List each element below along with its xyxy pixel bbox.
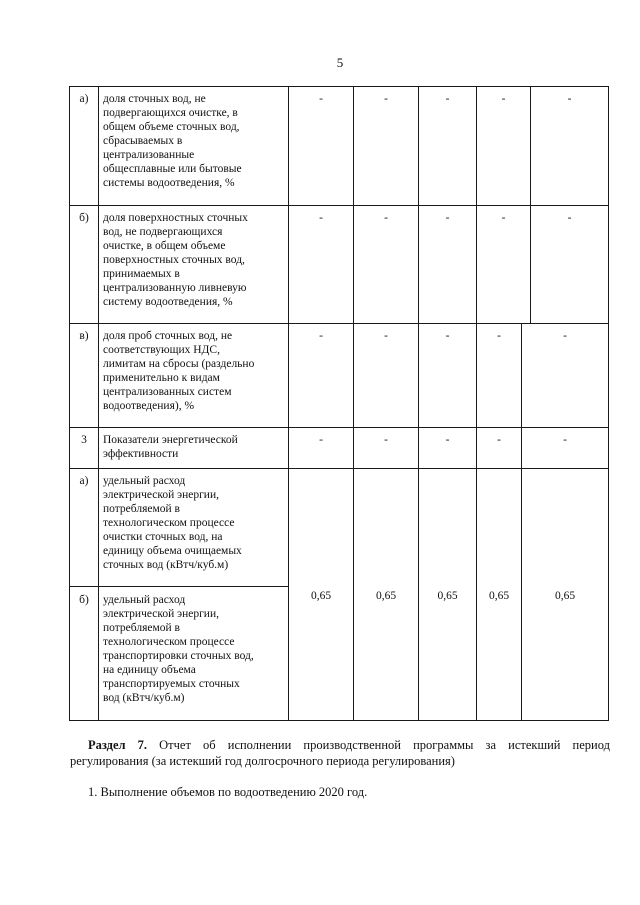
row-letter: а) bbox=[79, 475, 89, 487]
table-cell: - bbox=[384, 93, 388, 105]
row-description: доля поверхностных сточных вод, не подвергающихся очистке, в общем объеме поверхностных сточных вод, принимаемых в централизованную ливневую систему водоотведения, % bbox=[103, 212, 248, 308]
section-title: Отчет об исполнении производственной программы за истекший период регулирования (за истекший год долгосрочного периода регулирования) bbox=[70, 738, 610, 768]
table-cell: - bbox=[319, 93, 323, 105]
table-rule bbox=[476, 86, 477, 721]
table-cell: - bbox=[497, 434, 501, 446]
table-cell: - bbox=[501, 212, 506, 224]
page-number: 5 bbox=[336, 55, 344, 70]
row-description: удельный расход электрической энергии, потребляемой в технологическом процессе транспортировки сточных вод, на единицу объема транспортируемых сточных вод (кВтч/куб.м) bbox=[103, 594, 254, 704]
table-rule bbox=[353, 86, 354, 721]
merged-value-cell: 0,65 bbox=[488, 590, 510, 602]
table-cell: - bbox=[384, 330, 388, 342]
row-description: доля проб сточных вод, не соответствующих НДС, лимитам на сбросы (раздельно применительно к видам централизованных систем водоотведения), % bbox=[103, 330, 255, 412]
table-cell: - bbox=[445, 212, 450, 224]
table-cell: - bbox=[319, 212, 323, 224]
table-cell: - bbox=[501, 93, 506, 105]
table-cell: - bbox=[567, 93, 572, 105]
table-rule bbox=[69, 427, 609, 428]
row-description: удельный расход электрической энергии, потребляемой в технологическом процессе очистки сточных вод, на единицу объема очищаемых сточных вод (кВтч/куб.м) bbox=[103, 475, 242, 571]
table-rule bbox=[69, 86, 70, 721]
row-description: Показатели энергетической эффективности bbox=[103, 434, 238, 460]
table-cell: - bbox=[563, 434, 567, 446]
numbered-item: 1. Выполнение объемов по водоотведению 2020 год. bbox=[88, 785, 368, 799]
merged-value-cell: 0,65 bbox=[310, 590, 332, 602]
table-cell: - bbox=[445, 330, 450, 342]
table-cell: - bbox=[445, 434, 450, 446]
table-rule bbox=[418, 86, 419, 721]
table-cell: - bbox=[445, 93, 450, 105]
merged-value-cell: 0,65 bbox=[375, 590, 397, 602]
table-rule bbox=[530, 86, 531, 323]
table-rule bbox=[288, 86, 289, 721]
row-number: 3 bbox=[81, 434, 87, 446]
row-letter: б) bbox=[79, 212, 89, 224]
table-cell: - bbox=[384, 434, 388, 446]
row-letter: в) bbox=[79, 330, 89, 342]
row-description: доля сточных вод, не подвергающихся очистке, в общем объеме сточных вод, сбрасываемых в централизованные общесплавные или бытовые системы водоотведения, % bbox=[103, 93, 242, 189]
table-cell: - bbox=[567, 212, 572, 224]
section-label: Раздел 7. bbox=[88, 738, 148, 752]
section-heading bbox=[70, 737, 610, 769]
table-rule bbox=[69, 468, 609, 469]
table-rule bbox=[69, 323, 609, 324]
table-cell: - bbox=[497, 330, 501, 342]
merged-value-cell: 0,65 bbox=[437, 590, 458, 602]
table-rule bbox=[521, 323, 522, 721]
merged-value-cell: 0,65 bbox=[554, 590, 576, 602]
table-rule bbox=[69, 86, 609, 87]
table-rule bbox=[98, 86, 99, 721]
table-rule bbox=[69, 205, 609, 206]
row-letter: б) bbox=[79, 594, 89, 606]
table-rule bbox=[69, 720, 609, 721]
table-rule bbox=[608, 86, 609, 721]
table-cell: - bbox=[319, 330, 323, 342]
table-cell: - bbox=[319, 434, 323, 446]
table-cell: - bbox=[563, 330, 567, 342]
table-rule bbox=[69, 586, 288, 587]
row-letter: а) bbox=[79, 93, 89, 105]
table-cell: - bbox=[384, 212, 388, 224]
